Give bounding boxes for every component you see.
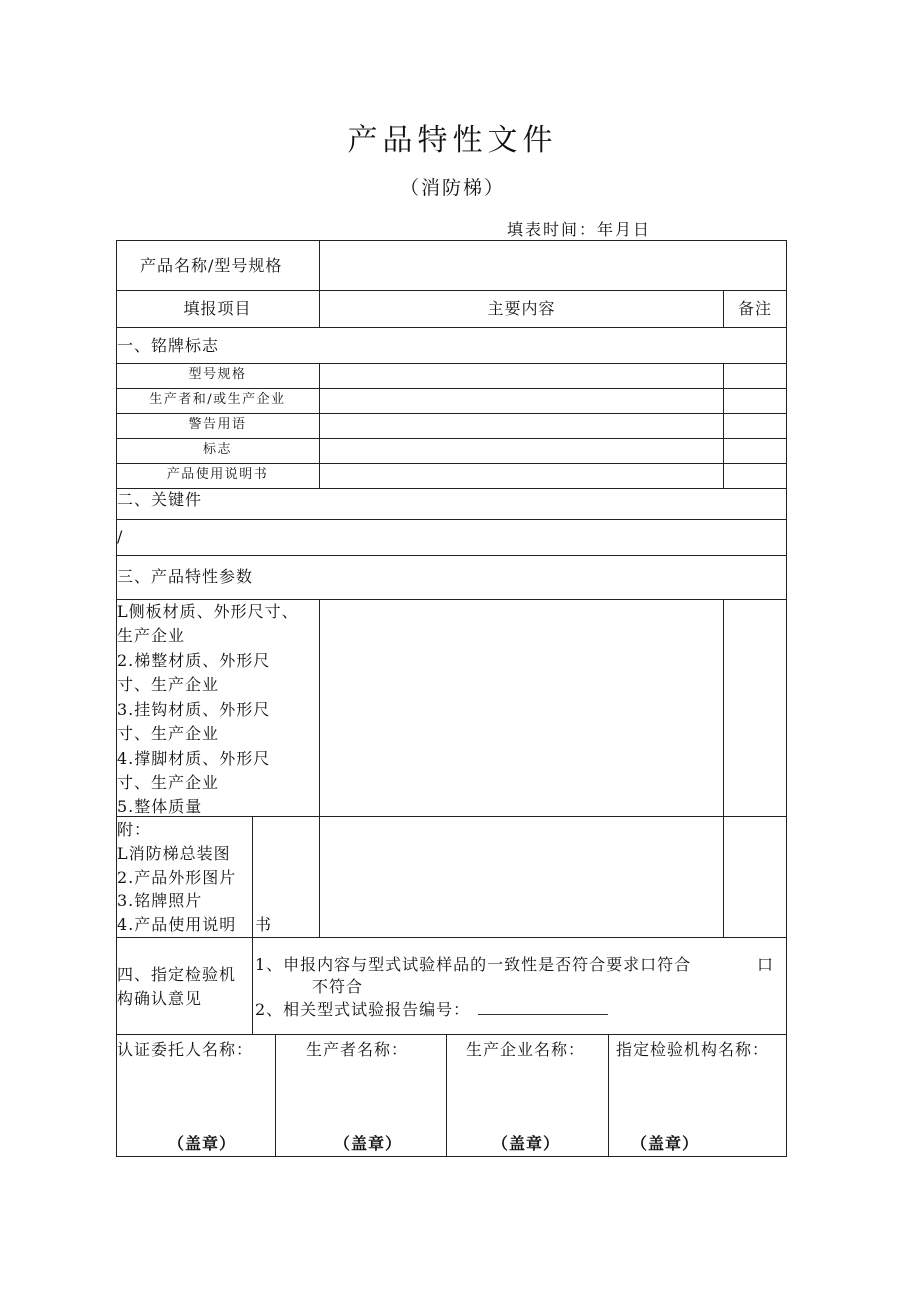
confirm-consistency: 1、申报内容与型式试验样品的一致性是否符合要求口符合 [255, 955, 692, 974]
confirm-report-no [255, 998, 608, 1023]
page-subtitle: （消防梯） [399, 177, 505, 199]
item-mark: 标志 [202, 442, 232, 457]
sig-client-label: 认证委托人名称： [117, 1040, 254, 1059]
sig-producer-label: 生产者名称： [306, 1040, 409, 1059]
item-model-spec: 型号规格 [188, 367, 247, 382]
params-line: L侧板材质、外形尺寸、 [117, 602, 299, 621]
item-manual: 产品使用说明书 [166, 467, 269, 482]
sig-client-seal: （盖章） [168, 1134, 237, 1153]
params-line: 寸、生产企业 [117, 675, 220, 694]
section-params: 三、产品特性参数 [117, 567, 254, 586]
section-confirm-line: 四、指定检验机 [117, 965, 237, 984]
sig-enterprise-seal: （盖章） [492, 1134, 561, 1153]
params-line: 5.整体质量 [117, 797, 203, 816]
sig-lab-seal: （盖章） [631, 1134, 700, 1153]
item-warning: 警告用语 [188, 417, 247, 432]
header-note: 备注 [737, 299, 772, 318]
params-line: 3.挂钩材质、外形尺 [117, 700, 271, 719]
attach-line: L消防梯总装图 [117, 844, 231, 863]
sig-enterprise-label: 生产企业名称： [466, 1040, 586, 1059]
header-item: 填报项目 [183, 299, 252, 318]
sig-producer-seal: （盖章） [334, 1134, 403, 1153]
product-name-field[interactable] [320, 241, 786, 290]
confirm-not-conform: 不符合 [312, 977, 364, 996]
params-line: 生产企业 [117, 626, 186, 645]
section-confirm-line: 构确认意见 [117, 989, 203, 1008]
fill-time: 填表时间：年月日 [507, 220, 652, 239]
item-producer: 生产者和/或生产企业 [149, 392, 286, 407]
attach-line: 4.产品使用说明 [117, 915, 237, 934]
params-line: 2.梯整材质、外形尺 [117, 651, 271, 670]
report-number-field[interactable] [478, 1000, 608, 1015]
confirm-report-label: 2、相关型式试验报告编号： [255, 1000, 471, 1019]
params-line: 4.撑脚材质、外形尺 [117, 749, 271, 768]
product-name-label: 产品名称/型号规格 [140, 256, 283, 275]
attach-line: 附： [117, 820, 152, 839]
sig-lab-label: 指定检验机构名称： [616, 1040, 770, 1059]
page-title: 产品特性文件 [347, 123, 558, 158]
key-parts-value: / [117, 527, 124, 546]
section-nameplate: 一、铭牌标志 [117, 336, 220, 355]
header-content: 主要内容 [487, 299, 556, 318]
params-line: 寸、生产企业 [117, 773, 220, 792]
attach-line: 2.产品外形图片 [117, 868, 237, 887]
confirm-checkbox[interactable]: 口 [757, 955, 775, 974]
section-key-parts: 二、关键件 [117, 490, 203, 509]
attach-line: 3.铭牌照片 [117, 891, 203, 910]
params-line: 寸、生产企业 [117, 724, 220, 743]
attach-overflow: 书 [255, 915, 273, 934]
